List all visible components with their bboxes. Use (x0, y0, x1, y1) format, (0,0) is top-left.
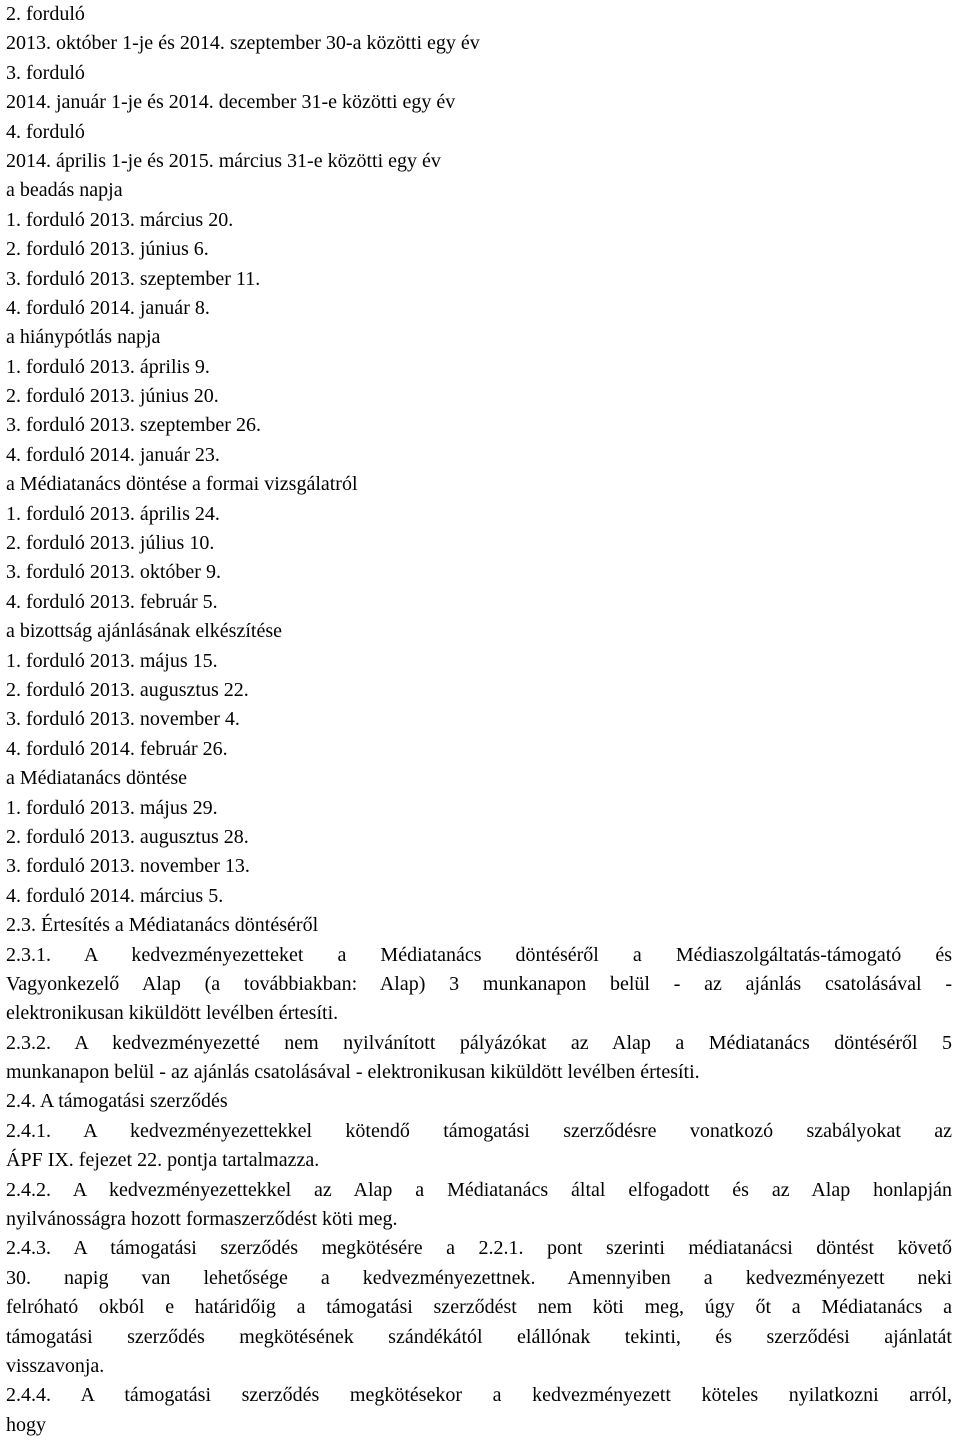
text: 3. forduló (6, 61, 85, 84)
text: 4. forduló 2013. február 5. (6, 590, 218, 613)
text: 2. forduló 2013. június 20. (6, 385, 219, 408)
text: 3. forduló 2013. november 13. (6, 855, 250, 878)
text: támogatási szerződés megkötésének szándékától elállónak tekinti, és szerződési ajánlatát (6, 1325, 952, 1348)
text: ÁPF IX. fejezet 22. pontja tartalmazza. (6, 1149, 320, 1172)
text: a Médiatanács döntése (6, 767, 188, 790)
schedule-line (6, 823, 952, 852)
text: elektronikusan kiküldött levélben értesíti. (6, 1002, 339, 1025)
text: 30. napig van lehetősége a kedvezményezettnek. Amennyiben a kedvezményezett neki (6, 1266, 952, 1289)
body-line (6, 1058, 952, 1087)
text: 1. forduló 2013. április 9. (6, 355, 210, 378)
text: 2.3.1. A kedvezményezetteket a Médiatanács döntéséről a Médiaszolgáltatás-támogató és (6, 943, 952, 966)
schedule-line (6, 735, 952, 764)
text: 2014. április 1-je és 2015. március 31-e közötti egy év (6, 149, 441, 172)
text: a bizottság ajánlásának elkészítése (6, 620, 282, 643)
body-line (6, 970, 952, 999)
text: a beadás napja (6, 179, 123, 202)
text: 4. forduló 2014. február 26. (6, 737, 228, 760)
text: 4. forduló 2014. március 5. (6, 884, 224, 907)
schedule-line (6, 852, 952, 881)
text: 1. forduló 2013. március 20. (6, 208, 234, 231)
text: visszavonja. (6, 1354, 105, 1377)
body-line (6, 1323, 952, 1352)
body-line (6, 1381, 952, 1410)
text: 2.4.4. A támogatási szerződés megkötésekor a kedvezményezett köteles nyilatkozni arról, (6, 1384, 952, 1407)
text: Vagyonkezelő Alap (a továbbiakban: Alap) 3 munkanapon belül - az ajánlás csatolásával - (6, 972, 952, 995)
text: 4. forduló 2014. január 23. (6, 443, 220, 466)
schedule-line (6, 382, 952, 411)
text: 2.4. A támogatási szerződés (6, 1090, 228, 1113)
text: a Médiatanács döntése a formai vizsgálatról (6, 473, 358, 496)
schedule-line (6, 558, 952, 587)
body-line (6, 1264, 952, 1293)
schedule-heading (6, 617, 952, 646)
schedule-line (6, 294, 952, 323)
schedule-line (6, 147, 952, 176)
text: 1. forduló 2013. május 15. (6, 649, 218, 672)
schedule-line (6, 882, 952, 911)
body-line (6, 999, 952, 1028)
text: 2. forduló 2013. augusztus 22. (6, 678, 249, 701)
schedule-line (6, 676, 952, 705)
schedule-line (6, 647, 952, 676)
text: 3. forduló 2013. november 4. (6, 708, 240, 731)
schedule-line (6, 265, 952, 294)
schedule-line (6, 500, 952, 529)
schedule-heading (6, 323, 952, 352)
schedule-line (6, 29, 952, 58)
body-line (6, 1117, 952, 1146)
text: nyilvánosságra hozott formaszerződést köti meg. (6, 1208, 398, 1231)
schedule-line (6, 705, 952, 734)
body-line (6, 1205, 952, 1234)
text: 2.4.3. A támogatási szerződés megkötésére a 2.2.1. pont szerinti médiatanácsi döntést követő (6, 1237, 952, 1260)
text: 4. forduló 2014. január 8. (6, 296, 210, 319)
text: 1. forduló 2013. április 24. (6, 502, 220, 525)
body-line (6, 941, 952, 970)
text: felróható okból e határidőig a támogatási szerződést nem köti meg, úgy őt a Médiatanács a (6, 1296, 952, 1319)
schedule-line (6, 588, 952, 617)
body-line (6, 1234, 952, 1263)
text: 2.4.2. A kedvezményezettekkel az Alap a Médiatanács által elfogadott és az Alap honlapján (6, 1178, 952, 1201)
text: hogy (6, 1413, 46, 1436)
body-line (6, 1029, 952, 1058)
text: 2. forduló 2013. július 10. (6, 532, 215, 555)
schedule-heading (6, 764, 952, 793)
text: a hiánypótlás napja (6, 326, 161, 349)
body-line (6, 1352, 952, 1381)
body-line (6, 1293, 952, 1322)
text: 4. forduló (6, 120, 85, 143)
body-line (6, 1411, 952, 1440)
body-line (6, 1176, 952, 1205)
schedule-line (6, 235, 952, 264)
schedule-line (6, 88, 952, 117)
body-text (6, 911, 952, 1440)
schedule-line (6, 411, 952, 440)
text: 2.4.1. A kedvezményezettekkel kötendő támogatási szerződésre vonatkozó szabályokat az (6, 1119, 952, 1142)
text: 2. forduló 2013. augusztus 28. (6, 825, 249, 848)
schedule-line (6, 441, 952, 470)
text: munkanapon belül - az ajánlás csatolásával - elektronikusan kiküldött levélben értesíti. (6, 1061, 700, 1084)
text: 2. forduló 2013. június 6. (6, 238, 209, 261)
text: 2.3. Értesítés a Médiatanács döntéséről (6, 914, 319, 937)
schedule-heading (6, 176, 952, 205)
schedule-line (6, 529, 952, 558)
schedule-list (6, 0, 952, 911)
body-line (6, 1087, 952, 1116)
body-line (6, 911, 952, 940)
schedule-line (6, 0, 952, 29)
text: 1. forduló 2013. május 29. (6, 796, 218, 819)
text: 2013. október 1-je és 2014. szeptember 30-a közötti egy év (6, 32, 480, 55)
schedule-line (6, 794, 952, 823)
text: 2. forduló (6, 3, 85, 25)
schedule-line (6, 206, 952, 235)
text: 3. forduló 2013. szeptember 11. (6, 267, 261, 290)
text: 2.3.2. A kedvezményezetté nem nyilvánított pályázókat az Alap a Médiatanács döntéséről 5 (6, 1031, 952, 1054)
text: 3. forduló 2013. október 9. (6, 561, 221, 584)
text: 3. forduló 2013. szeptember 26. (6, 414, 261, 437)
body-line (6, 1146, 952, 1175)
schedule-line (6, 59, 952, 88)
schedule-line (6, 353, 952, 382)
text: 2014. január 1-je és 2014. december 31-e közötti egy év (6, 91, 456, 114)
schedule-heading (6, 470, 952, 499)
schedule-line (6, 118, 952, 147)
